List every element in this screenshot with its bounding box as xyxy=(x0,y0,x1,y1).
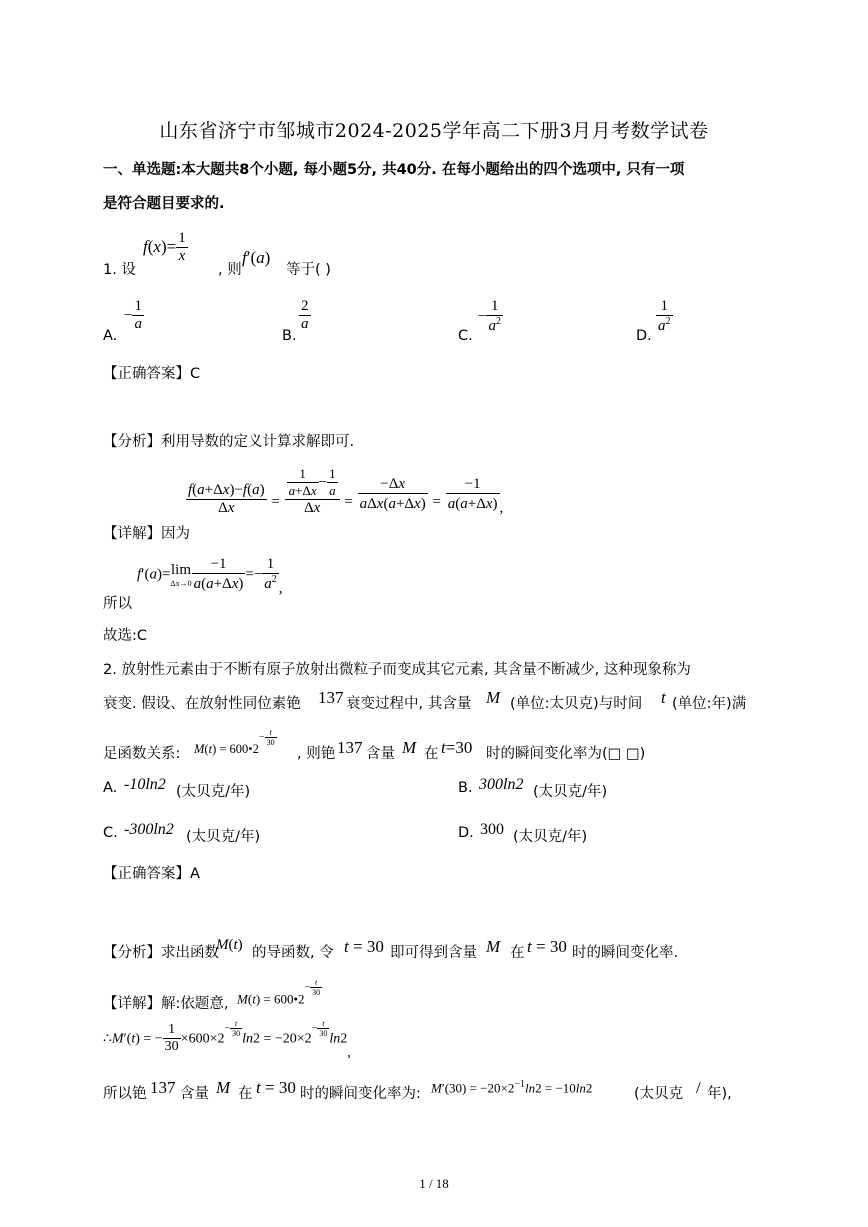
q2-option-a-label: A. xyxy=(103,780,118,796)
q1-option-b-label: B. xyxy=(282,328,297,344)
q2-final-isotope: 137 xyxy=(150,1078,176,1097)
q2-var-t: t xyxy=(661,688,666,707)
q1-choose: 故选:C xyxy=(103,628,148,644)
q1-option-c-value: − $\frac{1}{a^2}$ xyxy=(478,298,501,334)
q2-isotope-2: 137 xyxy=(337,738,363,757)
q1-function-formula: f(x)= $\frac{1}{x}$ xyxy=(143,230,186,264)
page-title: 山东省济宁市邹城市2024-2025学年高二下册3月月考数学试卷 xyxy=(159,120,709,142)
q1-derivative-formula: f′(a) xyxy=(242,248,271,267)
q2-detail-relation: $M(t) = 600•2^{- \frac{t}{30}}$ xyxy=(237,978,321,1007)
section-heading-line2: 是符合题目要求的. xyxy=(103,196,225,212)
q2-final-d: 时的瞬间变化率为: xyxy=(300,1086,421,1102)
q2-line2a: 衰变. 假设、在放射性同位素铯 xyxy=(103,696,301,712)
q2-option-b-label: B. xyxy=(458,780,473,796)
q1-prefix: 1. 设 xyxy=(103,262,136,278)
q2-final-unit-b: 年), xyxy=(707,1086,732,1102)
q2-analysis-c: 即可得到含量 xyxy=(390,945,477,961)
q2-line3e: 时的瞬间变化率为(□ □) xyxy=(486,746,646,762)
q2-option-b-value: 300ln2 xyxy=(479,776,524,793)
q1-option-d-value: $\frac{1}{a^2}$ xyxy=(658,298,671,334)
q1-option-a-value: − $\frac{1}{a}$ xyxy=(124,298,142,332)
q2-analysis-t30-2: t = 30 xyxy=(527,937,567,956)
q2-function-relation: $M(t) = 600•2^{- \frac{t}{30}}$ xyxy=(194,728,275,757)
q2-analysis-e: 时的瞬间变化率. xyxy=(572,945,679,961)
page-number: 1 / 18 xyxy=(419,1176,449,1191)
q1-option-b-value: $\frac{2}{a}$ xyxy=(301,298,309,332)
section-heading-line1: 一、单选题:本大题共8个小题, 每小题5分, 共40分. 在每小题给出的四个选项中, 只有一项 xyxy=(103,162,685,178)
q2-line3b: , 则铯 xyxy=(297,746,336,762)
q1-limit-formula: f′(a)= lim Δx→0 $\frac{-1}{a(a+\Delta x)}$ =− $\frac{1}{a^2}$ , xyxy=(137,556,283,597)
q2-answer: 【正确答案】A xyxy=(103,866,200,882)
q1-suffix: 等于( ) xyxy=(286,262,331,278)
q2-final-formula: $M'(30) = -20\times 2^{-1}\ln 2 = -10\ln 2$ xyxy=(431,1079,593,1096)
q2-line3a: 足函数关系: xyxy=(103,746,181,762)
q2-t-equals-30: t=30 xyxy=(441,738,473,757)
q2-analysis-b: 的导函数, 令 xyxy=(252,945,334,961)
q2-analysis-m: M xyxy=(486,937,501,956)
q1-mid: , 则 xyxy=(218,262,242,278)
q2-option-d-value: 300 xyxy=(480,821,504,838)
q2-line3c: 含量 xyxy=(366,746,395,762)
q2-line2b: 衰变过程中, 其含量 xyxy=(346,696,472,712)
q2-option-a-value: -10ln2 xyxy=(124,776,166,793)
q2-analysis-a: 【分析】求出函数 xyxy=(103,945,219,961)
q2-option-c-value: -300ln2 xyxy=(124,821,174,838)
q2-option-b-unit: (太贝克/年) xyxy=(533,784,608,800)
q2-option-c-unit: (太贝克/年) xyxy=(186,829,261,845)
q1-so-label: 所以 xyxy=(103,596,132,612)
q2-option-d-label: D. xyxy=(458,825,474,841)
q2-detail-label: 【详解】解:依题意, xyxy=(103,996,229,1012)
q2-analysis-d: 在 xyxy=(510,945,525,961)
q1-option-c-label: C. xyxy=(458,328,473,344)
q2-final-slash: / xyxy=(696,1078,701,1097)
q2-line2c: (单位:太贝克)与时间 xyxy=(510,696,643,712)
q2-analysis-t30: t = 30 xyxy=(344,937,384,956)
q2-final-a: 所以铯 xyxy=(103,1086,147,1102)
q2-var-m: M xyxy=(486,688,501,707)
q2-isotope: 137 xyxy=(318,688,344,707)
q1-option-d-label: D. xyxy=(636,328,652,344)
q2-final-c: 在 xyxy=(238,1086,253,1102)
q2-final-m: M xyxy=(216,1078,231,1097)
q2-line2d: (单位:年)满 xyxy=(672,696,747,712)
q2-line1: 2. 放射性元素由于不断有原子放射出微粒子而变成其它元素, 其含量不断减少, 这种现象称为 xyxy=(103,662,691,678)
q1-analysis: 【分析】利用导数的定义计算求解即可. xyxy=(103,434,355,450)
q1-detail-formula: $\frac{f(a+\Delta x)-f(a)}{\Delta x}$ = $\frac{1}{a+\Delta x}$ − $\frac{1}{a}$ Δx = $\frac{-\Delta x}{\text{aΔx(a+Δx)}}$ = $\frac{-1}{a(a+\Delta x)}$ , xyxy=(188,466,504,516)
q1-detail-label: 【详解】因为 xyxy=(103,526,190,542)
q2-option-d-unit: (太贝克/年) xyxy=(513,829,588,845)
q2-var-m-2: M xyxy=(402,738,417,757)
q2-option-c-label: C. xyxy=(103,825,118,841)
q2-derivative-formula: ∴M′(t) = − $\frac{1}{30}$ $\times 600\times 2^{- \frac{t}{30}}$ $\ln 2 = -20\times 2^{- \frac{t}{30}}$ ln2, xyxy=(103,1018,351,1061)
q2-option-a-unit: (太贝克/年) xyxy=(176,784,251,800)
q2-final-b: 含量 xyxy=(180,1086,209,1102)
q2-final-t30: t = 30 xyxy=(256,1078,296,1097)
q2-line3d: 在 xyxy=(424,746,439,762)
q2-final-unit-a: (太贝克 xyxy=(634,1086,684,1102)
q1-option-a-label: A. xyxy=(103,328,118,344)
q1-answer: 【正确答案】C xyxy=(103,366,201,382)
q2-analysis-mt: M(t) xyxy=(216,937,243,953)
